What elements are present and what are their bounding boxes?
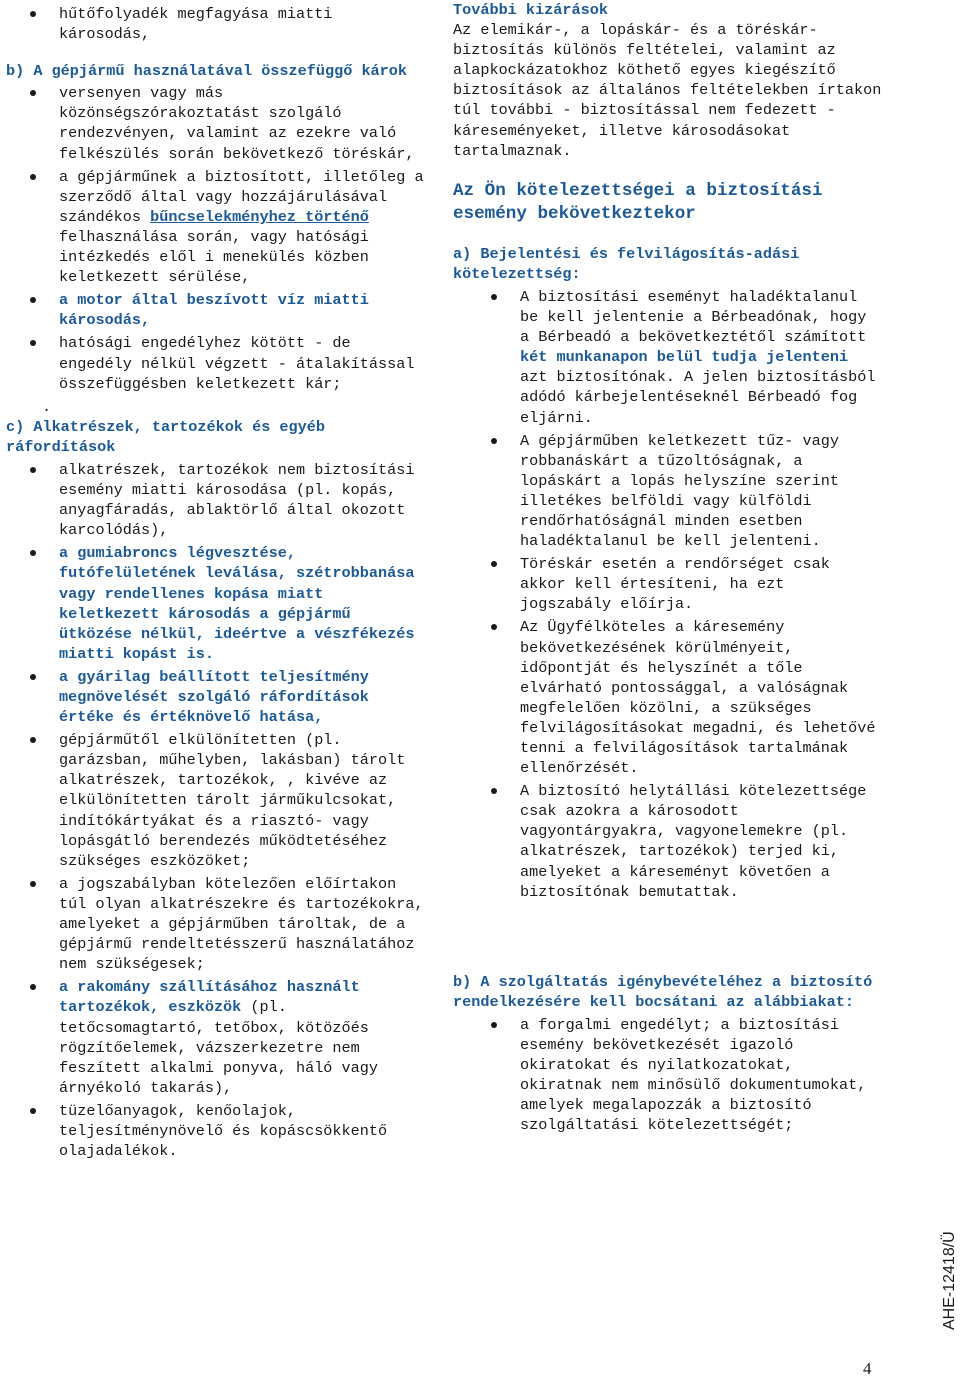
list-item-emphasis: két munkanapon belül tudja jelenteni	[520, 348, 849, 367]
list-item: a gumiabroncs légvesztése, futófelületének leválása, szétrobbanása vagy rendellenes kopása miatt keletkezett károsodás a gépjármű ütközése nélkül, ideértve a vészfékezés miatti kopást is.	[6, 543, 426, 664]
document-code: AHE-12418/Ü	[941, 1231, 958, 1330]
list-item: Az Ügyfélköteles a káresemény bekövetkezésének körülményeit, időpontját és helyszínét a tőle elvárható pontossággal, a valóságnak megfelelően közölni, a szükséges felvilágosításokat megadni, és lehetővé tenni a felvilágosítások tartalmának ellenőrzését.	[453, 617, 883, 778]
list-item: versenyen vagy más közönségszórakoztatást szolgáló rendezvényen, valamint az ezekre való felkészülés során bekövetkező töréskár,	[6, 83, 426, 163]
list-item: hatósági engedélyhez kötött - de engedély nélkül végzett - átalakítással összefüggésben keletkezett kár;	[6, 333, 426, 393]
list-item: a gyárilag beállított teljesítmény megnövelését szolgáló ráfordítások értéke és értéknövelő hatása,	[6, 667, 426, 727]
stray-dot: .	[42, 397, 52, 416]
exclusions-text: Az elemikár-, a lopáskár- és a töréskár-biztosítás különös feltételei, valamint az alapkockázatokhoz köthető egyes kiegészítő biztosítások az általános feltételekben írtakon túl további - biztosítással nem fedezett - káreseményeket, illetve károsodásokat tartalmaznak.	[453, 21, 882, 160]
b-list	[6, 83, 426, 393]
list-item: hűtőfolyadék megfagyása miatti károsodás,	[6, 4, 426, 44]
list-item: A gépjárműben keletkezett tűz- vagy robbanáskárt a tűzoltóságnak, a lopáskárt a lopás helyszíne szerint illetékes belföldi vagy külföldi rendőrhatóságnál minden esetben haladéktalanul be kell jelenteni.	[453, 431, 883, 552]
a-continued-list	[6, 4, 426, 44]
a-list	[453, 287, 883, 902]
list-item-emphasis: a rakomány szállításához használt tartozékok, eszközök	[59, 978, 360, 1017]
list-item: A biztosító helytállási kötelezettsége csak azokra a károsodott vagyontárgyakra, vagyonelemekre (pl. alkatrészek, tartozékok) terjed ki, amelyeket a káreseményt követően a biztosítónak bemutattak.	[453, 781, 883, 902]
list-item	[453, 287, 883, 428]
list-item: alkatrészek, tartozékok nem biztosítási esemény miatti károsodása (pl. kopás, anyagfáradás, ablaktörlő által okozott karcolódás),	[6, 460, 426, 540]
list-item-text: A biztosítási eseményt haladéktalanul be kell jelentenie a Bérbeadónak, hogy a Bérbeadó a bekövetkeztétől számított	[520, 287, 867, 347]
right-column	[453, 0, 883, 1139]
list-item	[6, 167, 426, 288]
b-list-right	[453, 1015, 883, 1136]
list-item: Töréskár esetén a rendőrséget csak akkor kell értesíteni, ha ezt jogszabály előírja.	[453, 554, 883, 614]
list-item-emphasis: bűncselekményhez történő	[150, 207, 369, 226]
list-item: gépjárműtől elkülönítetten (pl. garázsban, műhelyben, lakásban) tárolt alkatrészek, tartozékok, , kivéve az elkülönítetten tárolt járműkulcsokat, indítókártyákat és a riasztó- vagy lopásgátló berendezés működtetéséhez szükséges eszközöket;	[6, 730, 426, 871]
list-item: a jogszabályban kötelezően előírtakon túl olyan alkatrészekre és tartozékokra, amelyeket a gépjárműben tároltak, de a gépjármű rendeltetésszerű használatához nem szükségesek;	[6, 874, 426, 974]
list-item	[6, 977, 426, 1098]
list-item: tüzelőanyagok, kenőolajok, teljesítménynövelő és kopáscsökkentő olajadalékok.	[6, 1101, 426, 1161]
heading-c: c) Alkatrészek, tartozékok és egyéb ráfordítások	[6, 417, 325, 456]
heading-exclusions: További kizárások	[453, 1, 608, 19]
c-list	[6, 460, 426, 1161]
heading-b: b) A gépjármű használatával összefüggő károk	[6, 62, 408, 81]
heading-a: a) Bejelentési és felvilágosítás-adási kötelezettség:	[453, 244, 800, 283]
heading-b-right: b) A szolgáltatás igénybevételéhez a biztosító rendelkezésére kell bocsátani az alábbiakat:	[453, 972, 873, 1011]
page-number: 4	[863, 1359, 872, 1378]
list-item-text: (pl. tetőcsomagtartó, tetőbox, kötözőés rögzítőelemek, vázszerkezetre nem feszített alkalmi ponyva, háló vagy árnyékoló takarás),	[59, 998, 378, 1097]
list-item-text: felhasználása során, vagy hatósági intézkedés elől i menekülés közben keletkezett sérülése,	[59, 227, 369, 287]
list-item-text: a gépjárműnek a biztosított, illetőleg a szerződő által vagy hozzájárulásával szándékos	[59, 167, 424, 226]
heading-obligations: Az Ön kötelezettségei a biztosítási esemény bekövetkeztekor	[453, 180, 823, 224]
left-column	[6, 0, 426, 1164]
list-item: a forgalmi engedélyt; a biztosítási esemény bekövetkezését igazoló okiratokat és nyilatkozatokat, okiratnak nem minősülő dokumentumokat, amelyek megalapozzák a biztosító szolgáltatási kötelezettségét;	[453, 1015, 883, 1136]
list-item-text: azt biztosítónak. A jelen biztosításból adódó kárbejelentéseknél Bérbeadó fog eljárni.	[520, 368, 876, 427]
list-item: a motor által beszívott víz miatti károsodás,	[6, 290, 426, 330]
